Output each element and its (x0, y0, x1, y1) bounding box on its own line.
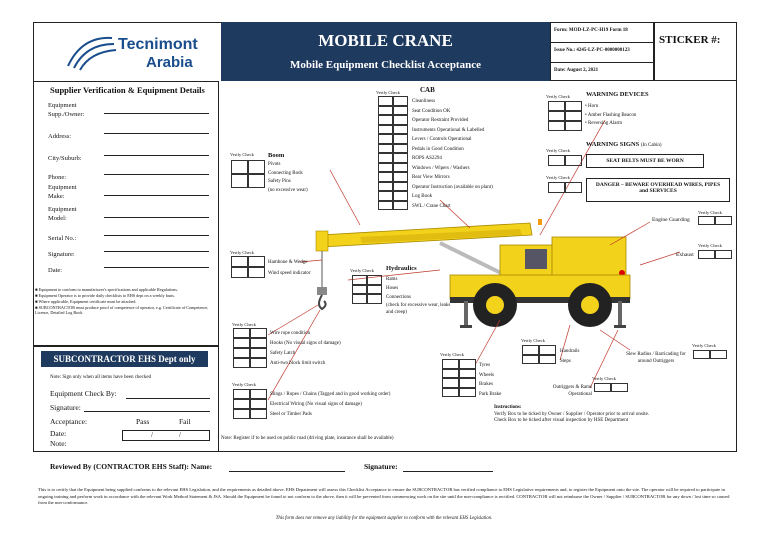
cab-item: Levers / Controls Operational (412, 137, 472, 142)
fail-label[interactable]: Fail (179, 417, 191, 426)
footer-italic: This form does not remove any liability for the equipment supplier to conform with the relevant EHS Legislation. (275, 516, 493, 521)
subcontractor-title: SUBCONTRACTOR EHS Dept only (41, 351, 208, 367)
sticker-label: STICKER #: (659, 34, 721, 46)
signs-checkboxes[interactable] (548, 155, 582, 166)
boom-items: Pivots Connecting Rods Safety Pins (no excessive wear) (268, 162, 308, 193)
cab-verify-check: Verify Check (376, 90, 400, 95)
pass-label[interactable]: Pass (136, 417, 150, 426)
handrails-verify-check: Verify Check (521, 338, 545, 343)
hydraulics-verify-check: Verify Check (350, 268, 374, 273)
engine-verify-check: Verify Check (698, 210, 722, 215)
cab-item: Pedals in Good Condition (412, 146, 464, 152)
cab-item: Rear View Mirrors (412, 175, 450, 180)
field-label: Signature: (48, 251, 75, 258)
boom-verify-check: Verify Check (230, 152, 254, 157)
warning-item: • Amber Flashing Beacon (585, 112, 637, 118)
warning-verify-check: Verify Check (546, 94, 570, 99)
instructions (494, 405, 649, 425)
note-item: ■ Equipment to conform to manufacturer's specifications and applicable Regulations. (35, 287, 179, 292)
slew-label: Slew Radius / Barricading for around Outriggers (626, 352, 686, 364)
field-label: Equipment Model: (48, 206, 77, 222)
cab-item: Cleanliness (412, 99, 436, 104)
page-subtitle: Mobile Equipment Checklist Acceptance (290, 59, 481, 71)
field-label: Equipment Make: (48, 184, 77, 200)
check-by-label: Equipment Check By: (50, 389, 117, 398)
register-note: Note: Register if to be used on public road (driving plate, insurance shall be available) (221, 436, 394, 441)
cab-item: SWL / Crane Chart (412, 203, 451, 209)
slings-checkboxes[interactable] (233, 389, 267, 419)
instructions-title: Instructions: (494, 405, 522, 410)
form-date: Date: August 2, 2021 (554, 68, 599, 73)
acceptance-label: Acceptance: (50, 417, 88, 426)
sub-date-label: Date: (50, 429, 67, 438)
cab-item: Operator Instruction (available on plant) (412, 184, 493, 190)
date-slash: / (151, 431, 153, 439)
exhaust-verify-check: Verify Check (698, 243, 722, 248)
cab-items (412, 97, 493, 211)
exhaust-label: Exhaust (676, 252, 694, 258)
outriggers-checkboxes[interactable] (594, 383, 628, 392)
logo-line1: Tecnimont (118, 36, 198, 53)
footer-text: This is to certify that the Equipment being supplied conforms to the relevant EHS Legislation, and the requirements as detailed above. EHS Department will assess this Checklist Acceptance to ensure the SUBCONTRACTOR has verified compliance to EHS Legislative requirements and, to register the Equipment onto the site. The operator will be required to participate in ongoing training and perform work in accordance with the relevant Work Method Statement & JSA. Should the Equipment be found to not conform to the above, then it will be prevented from commencing work on the site until the non-compliance is rectified. CONTRACTOR will not reimburse the Owner / Supplier / SUBCONTRACTOR for any down / lost time so caused from the non-conformance. (38, 487, 730, 505)
engine-checkboxes[interactable] (698, 216, 732, 225)
issue-number: Issue No.: 4245-LZ-PC-0000000123 (551, 43, 653, 63)
handrails-checkboxes[interactable] (522, 345, 556, 364)
sub-note: Note: Sign only when all items have been checked (50, 375, 152, 380)
sub-note2-label: Note: (50, 439, 67, 448)
handrails-items: Handrails Steps (560, 349, 580, 364)
field-label: Address: (48, 133, 72, 140)
note-item: ■ Equipment Operator is to provide daily checklists to EHS dept on a weekly basis. (35, 293, 176, 298)
field-label: City/Suburb: (48, 155, 82, 162)
boom-title: Boom (268, 152, 285, 159)
cab-item: Operator Restraint Provided (412, 118, 469, 123)
instructions-line: Verify Box to be ticked by Owner / Supplier / Operator prior to arrival onsite. (494, 411, 650, 417)
reviewed-label: Reviewed By (CONTRACTOR EHS Staff): Name: (50, 462, 213, 471)
sub-signature-label: Signature: (50, 403, 81, 412)
slings-items: Slings / Ropes / Chains (Tagged and in good working order) Electrical Wiring (No visual signs of damage) Steel or Timber Pads (270, 392, 391, 417)
tyres-items: Tyres Wheels Brakes Park Brake (479, 363, 502, 397)
field-label: Phone: (48, 174, 67, 181)
engine-guarding-label: Engine Guarding (652, 217, 690, 223)
hambone-items: Hambone & Wedge Wind speed indicator (268, 260, 311, 276)
reviewed-signature-line[interactable] (403, 471, 493, 472)
seat-belt-sign: SEAT BELTS MUST BE WORN (586, 154, 704, 168)
hambone-verify-check: Verify Check (230, 250, 254, 255)
cab-item: ROPS AS2294 (412, 156, 442, 161)
signs-verify-check: Verify Check (546, 148, 570, 153)
danger-checkboxes[interactable] (548, 182, 582, 193)
reviewed-signature-label: Signature: (364, 462, 398, 471)
outriggers-verify-check: Verify Check (592, 376, 616, 381)
wire-items: Wire rope condition Hooks (No visual signs of damage) Safety Latch Anti-two block limit switch (270, 331, 341, 366)
danger-sign: DANGER – BEWARE OVERHEAD WIRES, PIPES and SERVICES (586, 178, 730, 202)
exhaust-checkboxes[interactable] (698, 250, 732, 259)
outriggers-label: Outriggers & Rams Operational (552, 385, 592, 397)
note-item: ■ Where applicable, Equipment certificate must be attached. (35, 299, 137, 304)
wire-verify-check: Verify Check (232, 322, 256, 327)
warning-item: • Reversing Alarm (585, 121, 623, 126)
tyres-verify-check: Verify Check (440, 352, 464, 357)
hydraulics-title: Hydraulics (386, 265, 417, 272)
warning-item: • Horn (585, 104, 599, 109)
cab-item: Seat Condition OK (412, 108, 451, 114)
instructions-line: Check Box to be ticked after visual inspection by HSE Department (494, 418, 629, 423)
warning-devices-title: WARNING DEVICES (586, 91, 649, 98)
reviewed-name-line[interactable] (229, 471, 345, 472)
warning-signs-title: WARNING SIGNS (In Cabin) (586, 141, 662, 148)
page-title: MOBILE CRANE (318, 31, 453, 50)
cab-checkboxes[interactable] (378, 96, 408, 210)
cab-title: CAB (420, 86, 435, 94)
wire-checkboxes[interactable] (233, 328, 267, 368)
danger-verify-check: Verify Check (546, 175, 570, 180)
field-label: Date: (48, 267, 63, 274)
hydraulics-checkboxes[interactable] (352, 275, 382, 304)
warning-items (585, 103, 636, 129)
slew-checkboxes[interactable] (693, 350, 727, 359)
slings-verify-check: Verify Check (232, 382, 256, 387)
hambone-checkboxes[interactable] (231, 256, 265, 278)
slew-verify-check: Verify Check (692, 343, 716, 348)
note-item: ■ SUBCONTRACTOR must produce proof of competence of operator, e.g. Certificate of Competence, Licence, Detailed Log Book (35, 305, 209, 315)
logo-line2: Arabia (146, 54, 193, 71)
boom-checkboxes[interactable] (231, 160, 265, 188)
field-label: Equipment Supp./Owner: (48, 102, 85, 118)
cab-item: Instruments Operational & Labelled (412, 127, 485, 133)
field-label: Serial No.: (48, 235, 77, 242)
hydraulics-items: Rams Hoses Connections (check for excessive wear, leaks and creep) (386, 277, 451, 315)
tyres-checkboxes[interactable] (442, 359, 476, 397)
form-number: Form: MOD-LZ-PC-H19 Form 18 (551, 23, 653, 43)
warning-checkboxes[interactable] (548, 101, 582, 131)
date-slash: / (179, 431, 181, 439)
supplier-title: Supplier Verification & Equipment Details (50, 85, 205, 95)
cab-item: Windows / Wipers / Washers (412, 165, 470, 171)
cab-item: Log Book (412, 194, 433, 199)
